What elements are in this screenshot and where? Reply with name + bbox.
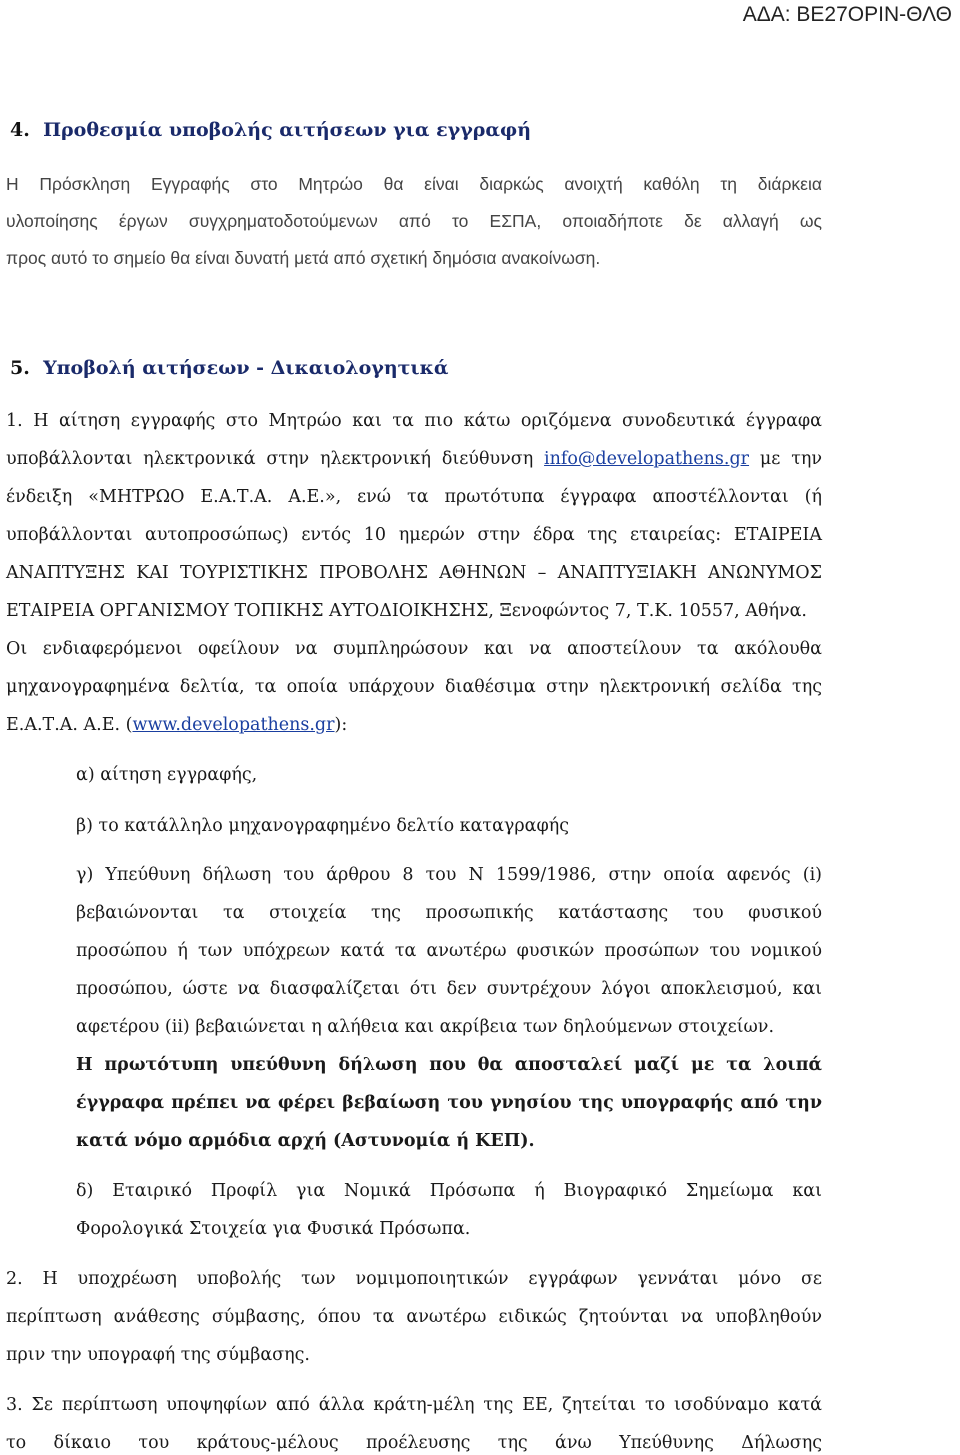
list-item-c-bold-line: Η πρωτότυπη υπεύθυνη δήλωση που θα αποσταλεί μαζί με τα λοιπά bbox=[76, 1055, 822, 1075]
paragraph-line: υποβάλλονται αυτοπροσώπως) εντός 10 ημερών στην έδρα της εταιρείας: ΕΤΑΙΡΕΙΑ bbox=[6, 525, 822, 545]
list-item-c-bold-line: έγγραφα πρέπει να φέρει βεβαίωση του γνησίου της υπογραφής από την bbox=[76, 1093, 822, 1113]
list-item-c-line: προσώπου, ώστε να διασφαλίζεται ότι δεν συντρέχουν λόγοι αποκλεισμού, και bbox=[76, 979, 822, 999]
list-item-c-line: αφετέρου (ii) βεβαιώνεται η αλήθεια και ακρίβεια των δηλούμενων στοιχείων. bbox=[76, 1017, 775, 1037]
section-5-title: Υποβολή αιτήσεων - Δικαιολογητικά bbox=[43, 357, 449, 379]
paragraph-2-line: 2. Η υποχρέωση υποβολής των νομιμοποιητικών εγγράφων γεννάται μόνο σε bbox=[6, 1269, 822, 1289]
paragraph-3-line: 3. Σε περίπτωση υποψηφίων από άλλα κράτη-μέλη της ΕΕ, ζητείται το ισοδύναμο κατά bbox=[6, 1395, 822, 1415]
paragraph-line: ένδειξη «ΜΗΤΡΩΟ Ε.Α.Τ.Α. Α.Ε.», ενώ τα πρωτότυπα έγγραφα αποστέλλονται (ή bbox=[6, 487, 822, 507]
list-item-b: β) το κατάλληλο μηχανογραφημένο δελτίο καταγραφής bbox=[76, 816, 570, 836]
paragraph-line: Οι ενδιαφερόμενοι οφείλουν να συμπληρώσουν και να αποστείλουν τα ακόλουθα bbox=[6, 639, 822, 659]
list-item-c-line: γ) Υπεύθυνη δήλωση του άρθρου 8 του Ν 1599/1986, στην οποία αφενός (i) bbox=[76, 865, 822, 885]
list-item-a: α) αίτηση εγγραφής, bbox=[76, 765, 258, 785]
list-item-d-line: Φορολογικά Στοιχεία για Φυσικά Πρόσωπα. bbox=[76, 1219, 471, 1239]
list-item-c-bold-line: κατά νόμο αρμόδια αρχή (Αστυνομία ή ΚΕΠ). bbox=[76, 1131, 535, 1151]
paragraph-2-line: περίπτωση ανάθεσης σύμβασης, όπου τα ανωτέρω ειδικώς ζητούνται να υποβληθούν bbox=[6, 1307, 822, 1327]
paragraph-line: μηχανογραφημένα δελτία, τα οποία υπάρχουν διαθέσιμα στην ηλεκτρονική σελίδα της bbox=[6, 677, 822, 697]
paragraph-2-line: πριν την υπογραφή της σύμβασης. bbox=[6, 1345, 310, 1365]
text-fragment: Ε.Α.Τ.Α. Α.Ε. ( bbox=[6, 715, 133, 735]
list-item-d-line: δ) Εταιρικό Προφίλ για Νομικά Πρόσωπα ή Βιογραφικό Σημείωμα και bbox=[76, 1181, 822, 1201]
paragraph-3-line: το δίκαιο του κράτους-μέλους προέλευσης της άνω Υπεύθυνης Δήλωσης bbox=[6, 1433, 822, 1453]
text-fragment: ): bbox=[334, 715, 348, 735]
website-link[interactable]: www.developathens.gr bbox=[132, 715, 335, 735]
section-4-line: προς αυτό το σημείο θα είναι δυνατή μετά από σχετική δημόσια ανακοίνωση. bbox=[6, 248, 601, 268]
section-4-title: Προθεσμία υποβολής αιτήσεων για εγγραφή bbox=[43, 119, 532, 141]
paragraph-line-with-website bbox=[6, 714, 822, 736]
section-5-number: 5. bbox=[10, 357, 30, 379]
paragraph-line: 1. Η αίτηση εγγραφής στο Μητρώο και τα πιο κάτω οριζόμενα συνοδευτικά έγγραφα bbox=[6, 411, 822, 431]
section-4-line: Η Πρόσκληση Εγγραφής στο Μητρώο θα είναι διαρκώς ανοιχτή καθόλη τη διάρκεια bbox=[6, 174, 822, 194]
list-item-c-line: βεβαιώνονται τα στοιχεία της προσωπικής κατάστασης του φυσικού bbox=[76, 903, 822, 923]
list-item-c-line: προσώπου ή των υπόχρεων κατά τα ανωτέρω φυσικών προσώπων του νομικού bbox=[76, 941, 822, 961]
ada-code: ΑΔΑ: ΒΕ27ΟΡΙΝ-ΘΛΘ bbox=[742, 3, 952, 26]
text-fragment: υποβάλλονται ηλεκτρονικά στην ηλεκτρονική διεύθυνση bbox=[6, 449, 545, 469]
email-link[interactable]: info@developathens.gr bbox=[544, 449, 750, 469]
paragraph-line: ΕΤΑΙΡΕΙΑ ΟΡΓΑΝΙΣΜΟΥ ΤΟΠΙΚΗΣ ΑΥΤΟΔΙΟΙΚΗΣΗΣ, Ξενοφώντος 7, Τ.Κ. 10557, Αθήνα. bbox=[6, 601, 807, 621]
text-fragment: με την bbox=[749, 449, 822, 469]
section-4-heading bbox=[10, 118, 531, 142]
paragraph-line: ΑΝΑΠΤΥΞΗΣ ΚΑΙ ΤΟΥΡΙΣΤΙΚΗΣ ΠΡΟΒΟΛΗΣ ΑΘΗΝΩΝ – ΑΝΑΠΤΥΞΙΑΚΗ ΑΝΩΝΥΜΟΣ bbox=[6, 563, 822, 583]
paragraph-line-with-email bbox=[6, 448, 822, 470]
section-5-heading bbox=[10, 356, 448, 380]
section-4-number: 4. bbox=[10, 119, 30, 141]
section-4-line: υλοποίησης έργων συγχρηματοδοτούμενων από το ΕΣΠΑ, οποιαδήποτε δε αλλαγή ως bbox=[6, 211, 822, 231]
